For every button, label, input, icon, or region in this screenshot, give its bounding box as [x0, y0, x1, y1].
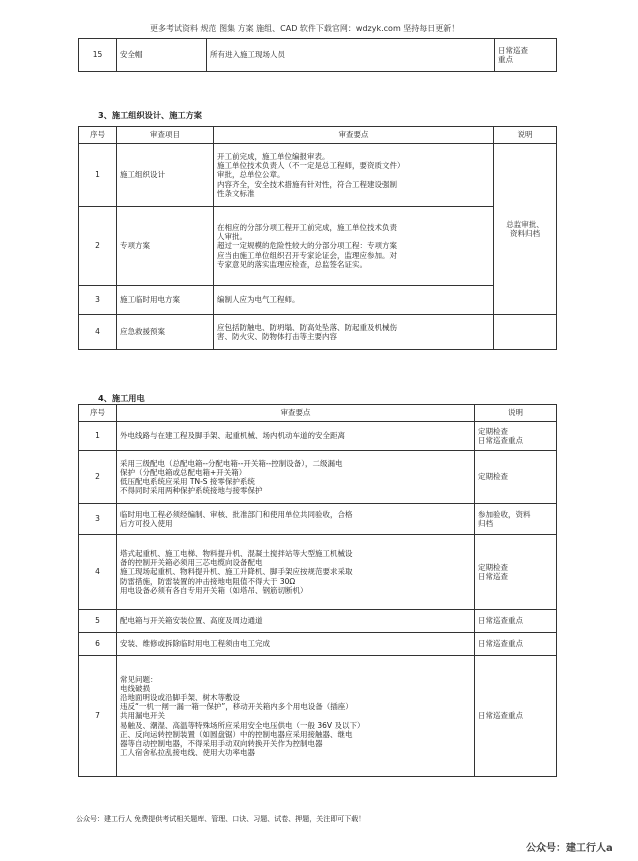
- row-item: 施工临时用电方案: [117, 286, 214, 315]
- row-content: [117, 656, 475, 777]
- content-line: 沿地面明设或沿脚手架、树木等敷设: [120, 693, 240, 703]
- content-line: 编制人应为电气工程师。: [217, 295, 300, 305]
- content-line: 备的控制开关箱必须用三芯电缆向设备配电: [120, 558, 263, 568]
- section-4-title: 4、施工用电: [98, 393, 145, 403]
- content-line: 正、反向运转控制装置（如圆盘锯）中的控制电器应采用接触器、继电: [120, 729, 353, 739]
- header-num: 序号: [79, 127, 117, 144]
- row-content: [117, 633, 475, 656]
- row-content: [214, 144, 494, 207]
- content-line: 人审批。: [217, 232, 247, 242]
- content-line: 违反“一机一闸一漏一箱一保护”，移动开关箱内多个用电设备（插座）: [120, 702, 353, 712]
- note-line: 日常巡查重点: [478, 639, 523, 649]
- header-num: 序号: [79, 405, 117, 422]
- content-line: 审批，总单位公章。: [217, 170, 285, 180]
- row-note: [495, 39, 557, 72]
- content-line: 安装、维修或拆除临时用电工程须由电工完成: [120, 639, 270, 649]
- row-number: 7: [79, 656, 117, 777]
- row-content: [214, 315, 494, 350]
- row-item: 安全帽: [117, 39, 207, 72]
- content-line: 共用漏电开关: [120, 711, 165, 721]
- table-row: [79, 207, 557, 286]
- header-note: 说明: [494, 127, 557, 144]
- note-line: 日常巡查: [498, 45, 528, 55]
- content-line: 外电线路与在建工程及脚手架、起重机械、场内机动车道的安全距离: [120, 431, 345, 441]
- content-line: 低压配电系统应采用 TN-S 接零保护系统: [120, 477, 255, 486]
- note-line: 日常巡查重点: [478, 436, 523, 445]
- row-number: 6: [79, 633, 117, 656]
- table-row: [79, 144, 557, 207]
- table-row: [79, 535, 557, 610]
- content-line: 保护（分配电箱或总配电箱+开关箱）: [120, 467, 247, 477]
- note-line: 日常巡查: [478, 572, 508, 581]
- note-line: 资料归档: [510, 229, 540, 238]
- note-line: 日常巡查重点: [478, 711, 523, 721]
- content-line: 易触及、潮湿、高温等特殊场所应采用安全电压供电（一般 36V 及以下）: [120, 720, 365, 730]
- content-line: 害、防火灾、防物体打击等主要内容: [217, 332, 337, 341]
- row-note: [475, 451, 557, 504]
- content-line: 器等自动控制电器，不得采用手动双向转换开关作为控制电器: [120, 738, 323, 748]
- row-number: 4: [79, 315, 117, 350]
- table-row: [79, 633, 557, 656]
- content-line: 施工单位技术负责人（不一定是总工程师，要资质文件）: [217, 161, 405, 171]
- note-line: 归档: [478, 519, 493, 528]
- row-number: 3: [79, 504, 117, 535]
- content-line: 应当由施工单位组织召开专家论证会，监理应参加。对: [217, 250, 397, 260]
- content-line: 在相应的分部分项工程开工前完成，施工单位技术负责: [217, 223, 397, 233]
- table-row: [79, 315, 557, 350]
- content-line: 电线破损: [120, 684, 150, 693]
- row-item: 应急救援预案: [117, 315, 214, 350]
- row-content: [214, 286, 494, 315]
- table-row: [79, 286, 557, 315]
- note-line: 日常巡查重点: [478, 616, 523, 626]
- note-line: 总监审批、: [506, 219, 544, 229]
- watermark: 公众号：建工行人a: [526, 843, 613, 854]
- content-line: 用电设备必须有各自专用开关箱（如塔吊、钢筋切断机）: [120, 585, 308, 595]
- content-line: 临时用电工程必须经编制、审核、批准部门和使用单位共同验收，合格: [120, 509, 353, 519]
- page-header: 更多考试资料 规范 图集 方案 施组、CAD 软件下载官网：wdzyk.com 坚持每日更新！: [150, 24, 460, 33]
- content-line: 常见问题：: [120, 674, 158, 684]
- table-continuation: [78, 38, 557, 72]
- header-item: 审查项目: [117, 127, 214, 144]
- note-line: 参加验收，资料: [478, 509, 531, 519]
- note-line: 定期检查: [478, 426, 508, 436]
- note-line: 定期检查: [478, 472, 508, 482]
- note-line: 重点: [498, 55, 513, 64]
- content-line: 防雷措施，防雷装置的冲击接地电阻值不得大于 30Ω: [120, 576, 296, 586]
- content-line: 配电箱与开关箱安装位置、高度及周边通道: [120, 616, 263, 626]
- row-number: 2: [79, 451, 117, 504]
- content-line: 采用三级配电（总配电箱--分配电箱--开关箱--控制设备），二级漏电: [120, 458, 343, 468]
- row-number: 2: [79, 207, 117, 286]
- table-row: [79, 451, 557, 504]
- table-row: [79, 656, 557, 777]
- row-content: [117, 610, 475, 633]
- row-number: 3: [79, 286, 117, 315]
- table-section-4: [78, 404, 557, 777]
- header-note: 说明: [475, 405, 557, 422]
- table-row: [79, 504, 557, 535]
- table-row: [79, 610, 557, 633]
- row-note: [475, 656, 557, 777]
- row-content: [117, 422, 475, 451]
- row-number: 4: [79, 535, 117, 610]
- row-note: [494, 315, 557, 350]
- row-note: [475, 422, 557, 451]
- row-note: [475, 633, 557, 656]
- content-line: 塔式起重机、施工电梯、物料提升机、混凝土搅拌站等大型施工机械设: [120, 549, 353, 559]
- table-row: [79, 39, 557, 72]
- content-line: 专家意见的落实监理应检查，总监签名证实。: [217, 259, 367, 269]
- merged-note: [494, 144, 557, 315]
- row-content: [117, 451, 475, 504]
- content-line: 性条文标准: [217, 188, 255, 198]
- row-content: [117, 504, 475, 535]
- section-3-title: 3、施工组织设计、施工方案: [98, 110, 202, 120]
- content-line: 施工现场起重机、物料提升机、施工升降机、脚手架应按规范要求采取: [120, 567, 353, 577]
- row-number: 1: [79, 144, 117, 207]
- row-item: 专项方案: [117, 207, 214, 286]
- row-item: 施工组织设计: [117, 144, 214, 207]
- content-line: 超过一定规模的危险性较大的分部分项工程：专项方案: [217, 241, 397, 251]
- row-number: 15: [79, 39, 117, 72]
- page-footer: 公众号：建工行人 免费提供考试相关题库、管理、口诀、习题、试卷、押题，关注即可下载！: [76, 815, 366, 823]
- content-line: 开工前完成，施工单位编报审表。: [217, 152, 330, 162]
- header-content: 审查要点: [117, 405, 475, 422]
- content-line: 应包括防触电、防坍塌、防高处坠落、防起重及机械伤: [217, 322, 397, 332]
- row-content: [214, 207, 494, 286]
- content-line: 不得同时采用两种保护系统接地与接零保护: [120, 486, 263, 496]
- table-row: [79, 422, 557, 451]
- row-content: 所有进入施工现场人员: [207, 39, 495, 72]
- table-section-3: [78, 126, 557, 350]
- content-line: 后方可投入使用: [120, 519, 173, 528]
- header-content: 审查要点: [214, 127, 494, 144]
- row-content: [117, 535, 475, 610]
- row-number: 5: [79, 610, 117, 633]
- note-line: 定期检查: [478, 562, 508, 572]
- row-note: [475, 504, 557, 535]
- row-number: 1: [79, 422, 117, 451]
- content-line: 工人宿舍私拉乱接电线、使用大功率电器: [120, 747, 255, 757]
- row-note: [475, 610, 557, 633]
- row-note: [475, 535, 557, 610]
- content-line: 内容齐全，安全技术措施有针对性，符合工程建设强制: [217, 179, 397, 189]
